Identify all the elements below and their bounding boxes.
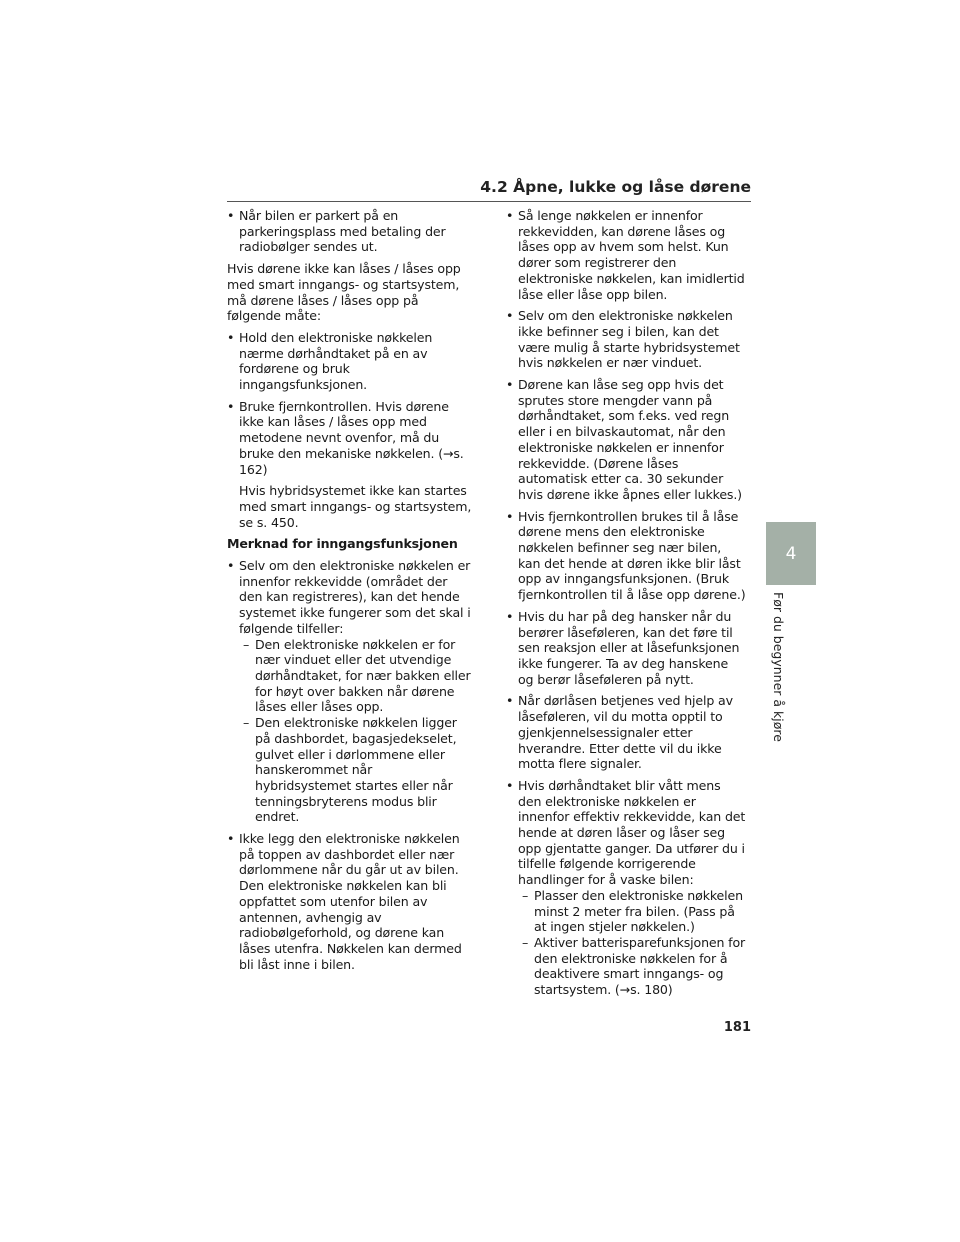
left-bullet-5: • Ikke legg den elektroniske nøkkelen på toppen av dashbordet eller nær dørlommene når du går ut av bilen. Den elektroniske nøkkelen kan bli oppfattet som utenfor bilen av antennen, avhengig av radiobølgeforhold, og dørene kan låses utenfra. Nøkkelen kan dermed bli låst inne i bilen. xyxy=(227,831,472,972)
right-bullet-2: • Selv om den elektroniske nøkkelen ikke befinner seg i bilen, kan det være mulig å starte hybridsystemet hvis nøkkelen er nær vinduet. xyxy=(506,308,746,371)
right-dash-1: – Plasser den elektroniske nøkkelen minst 2 meter fra bilen. (Pass på at ingen stjeler nøkkelen.) xyxy=(506,888,746,935)
left-bullet-3-continuation: Hvis hybridsystemet ikke kan startes med smart inngangs- og startsystem, se s. 450. xyxy=(239,483,472,530)
left-bullet-3: • Bruke fjernkontrollen. Hvis dørene ikke kan låses / låses opp med metodene nevnt ovenfor, må du bruke den mekaniske nøkkelen. (→s. 162) xyxy=(227,399,472,478)
left-bullet-4: • Selv om den elektroniske nøkkelen er innenfor rekkevidde (området der den kan registreres), kan det hende systemet ikke fungerer som det skal i følgende tilfeller: xyxy=(227,558,472,637)
right-bullet-3: • Dørene kan låse seg opp hvis det sprutes store mengder vann på dørhåndtaket, som f.eks. ved regn eller i en bilvaskautomat, når den elektroniske nøkkelen er innenfor rekkevidde. (Dørene låses automatisk etter ca. 30 sekunder hvis dørene ikke åpnes eller lukkes.) xyxy=(506,377,746,503)
right-bullet-1: • Så lenge nøkkelen er innenfor rekkevidden, kan dørene låses og låses opp av hvem som helst. Kun dører som registrerer den elektroniske nøkkelen, kan imidlertid låse eller låse opp bilen. xyxy=(506,208,746,302)
chapter-tab: 4 xyxy=(766,522,816,585)
right-bullet-6: • Når dørlåsen betjenes ved hjelp av låseføleren, vil du motta opptil to gjenkjennelsessignaler etter hverandre. Etter dette vil du ikke motta flere signaler. xyxy=(506,693,746,772)
left-dash-2: – Den elektroniske nøkkelen ligger på dashbordet, bagasjedekselet, gulvet eller i dørlommene eller hanskerommet når hybridsystemet startes eller når tenningsbryterens modus blir endret. xyxy=(227,715,472,825)
chapter-side-label: Før du begynner å kjøre xyxy=(771,592,786,742)
section-header: 4.2 Åpne, lukke og låse dørene xyxy=(480,178,751,196)
right-bullet-7: • Hvis dørhåndtaket blir vått mens den elektroniske nøkkelen er innenfor effektiv rekkevidde, kan det hende at døren låser og låser seg opp gjentatte ganger. Da utfører du i tilfelle følgende korrigerende handlinger for å vaske bilen: xyxy=(506,778,746,888)
right-column xyxy=(506,208,746,998)
left-dash-1: – Den elektroniske nøkkelen er for nær vinduet eller det utvendige dørhåndtaket, for nær bakken eller for høyt over bakken når dørene låses eller låses opp. xyxy=(227,637,472,716)
left-bullet-2: • Hold den elektroniske nøkkelen nærme dørhåndtaket på en av fordørene og bruk inngangsfunksjonen. xyxy=(227,330,472,393)
right-dash-2: – Aktiver batterisparefunksjonen for den elektroniske nøkkelen for å deaktivere smart inngangs- og startsystem. (→s. 180) xyxy=(506,935,746,998)
subsection-heading: Merknad for inngangsfunksjonen xyxy=(227,536,458,552)
page-number: 181 xyxy=(723,1020,751,1035)
left-column xyxy=(227,208,472,978)
left-paragraph-1: Hvis dørene ikke kan låses / låses opp med smart inngangs- og startsystem, må dørene låses / låses opp på følgende måte: xyxy=(227,261,461,324)
right-bullet-5: • Hvis du har på deg hansker når du berører låseføleren, kan det føre til sen reaksjon eller at låsefunksjonen ikke fungerer. Ta av deg hanskene og berør låseføleren på nytt. xyxy=(506,609,746,688)
header-divider xyxy=(227,201,751,202)
right-bullet-4: • Hvis fjernkontrollen brukes til å låse dørene mens den elektroniske nøkkelen befinner seg nær bilen, kan det hende at døren ikke blir låst opp av inngangsfunksjonen. (Bruk fjernkontrollen til å låse opp dørene.) xyxy=(506,509,746,603)
left-bullet-1: • Når bilen er parkert på en parkeringsplass med betaling der radiobølger sendes ut. xyxy=(227,208,472,255)
